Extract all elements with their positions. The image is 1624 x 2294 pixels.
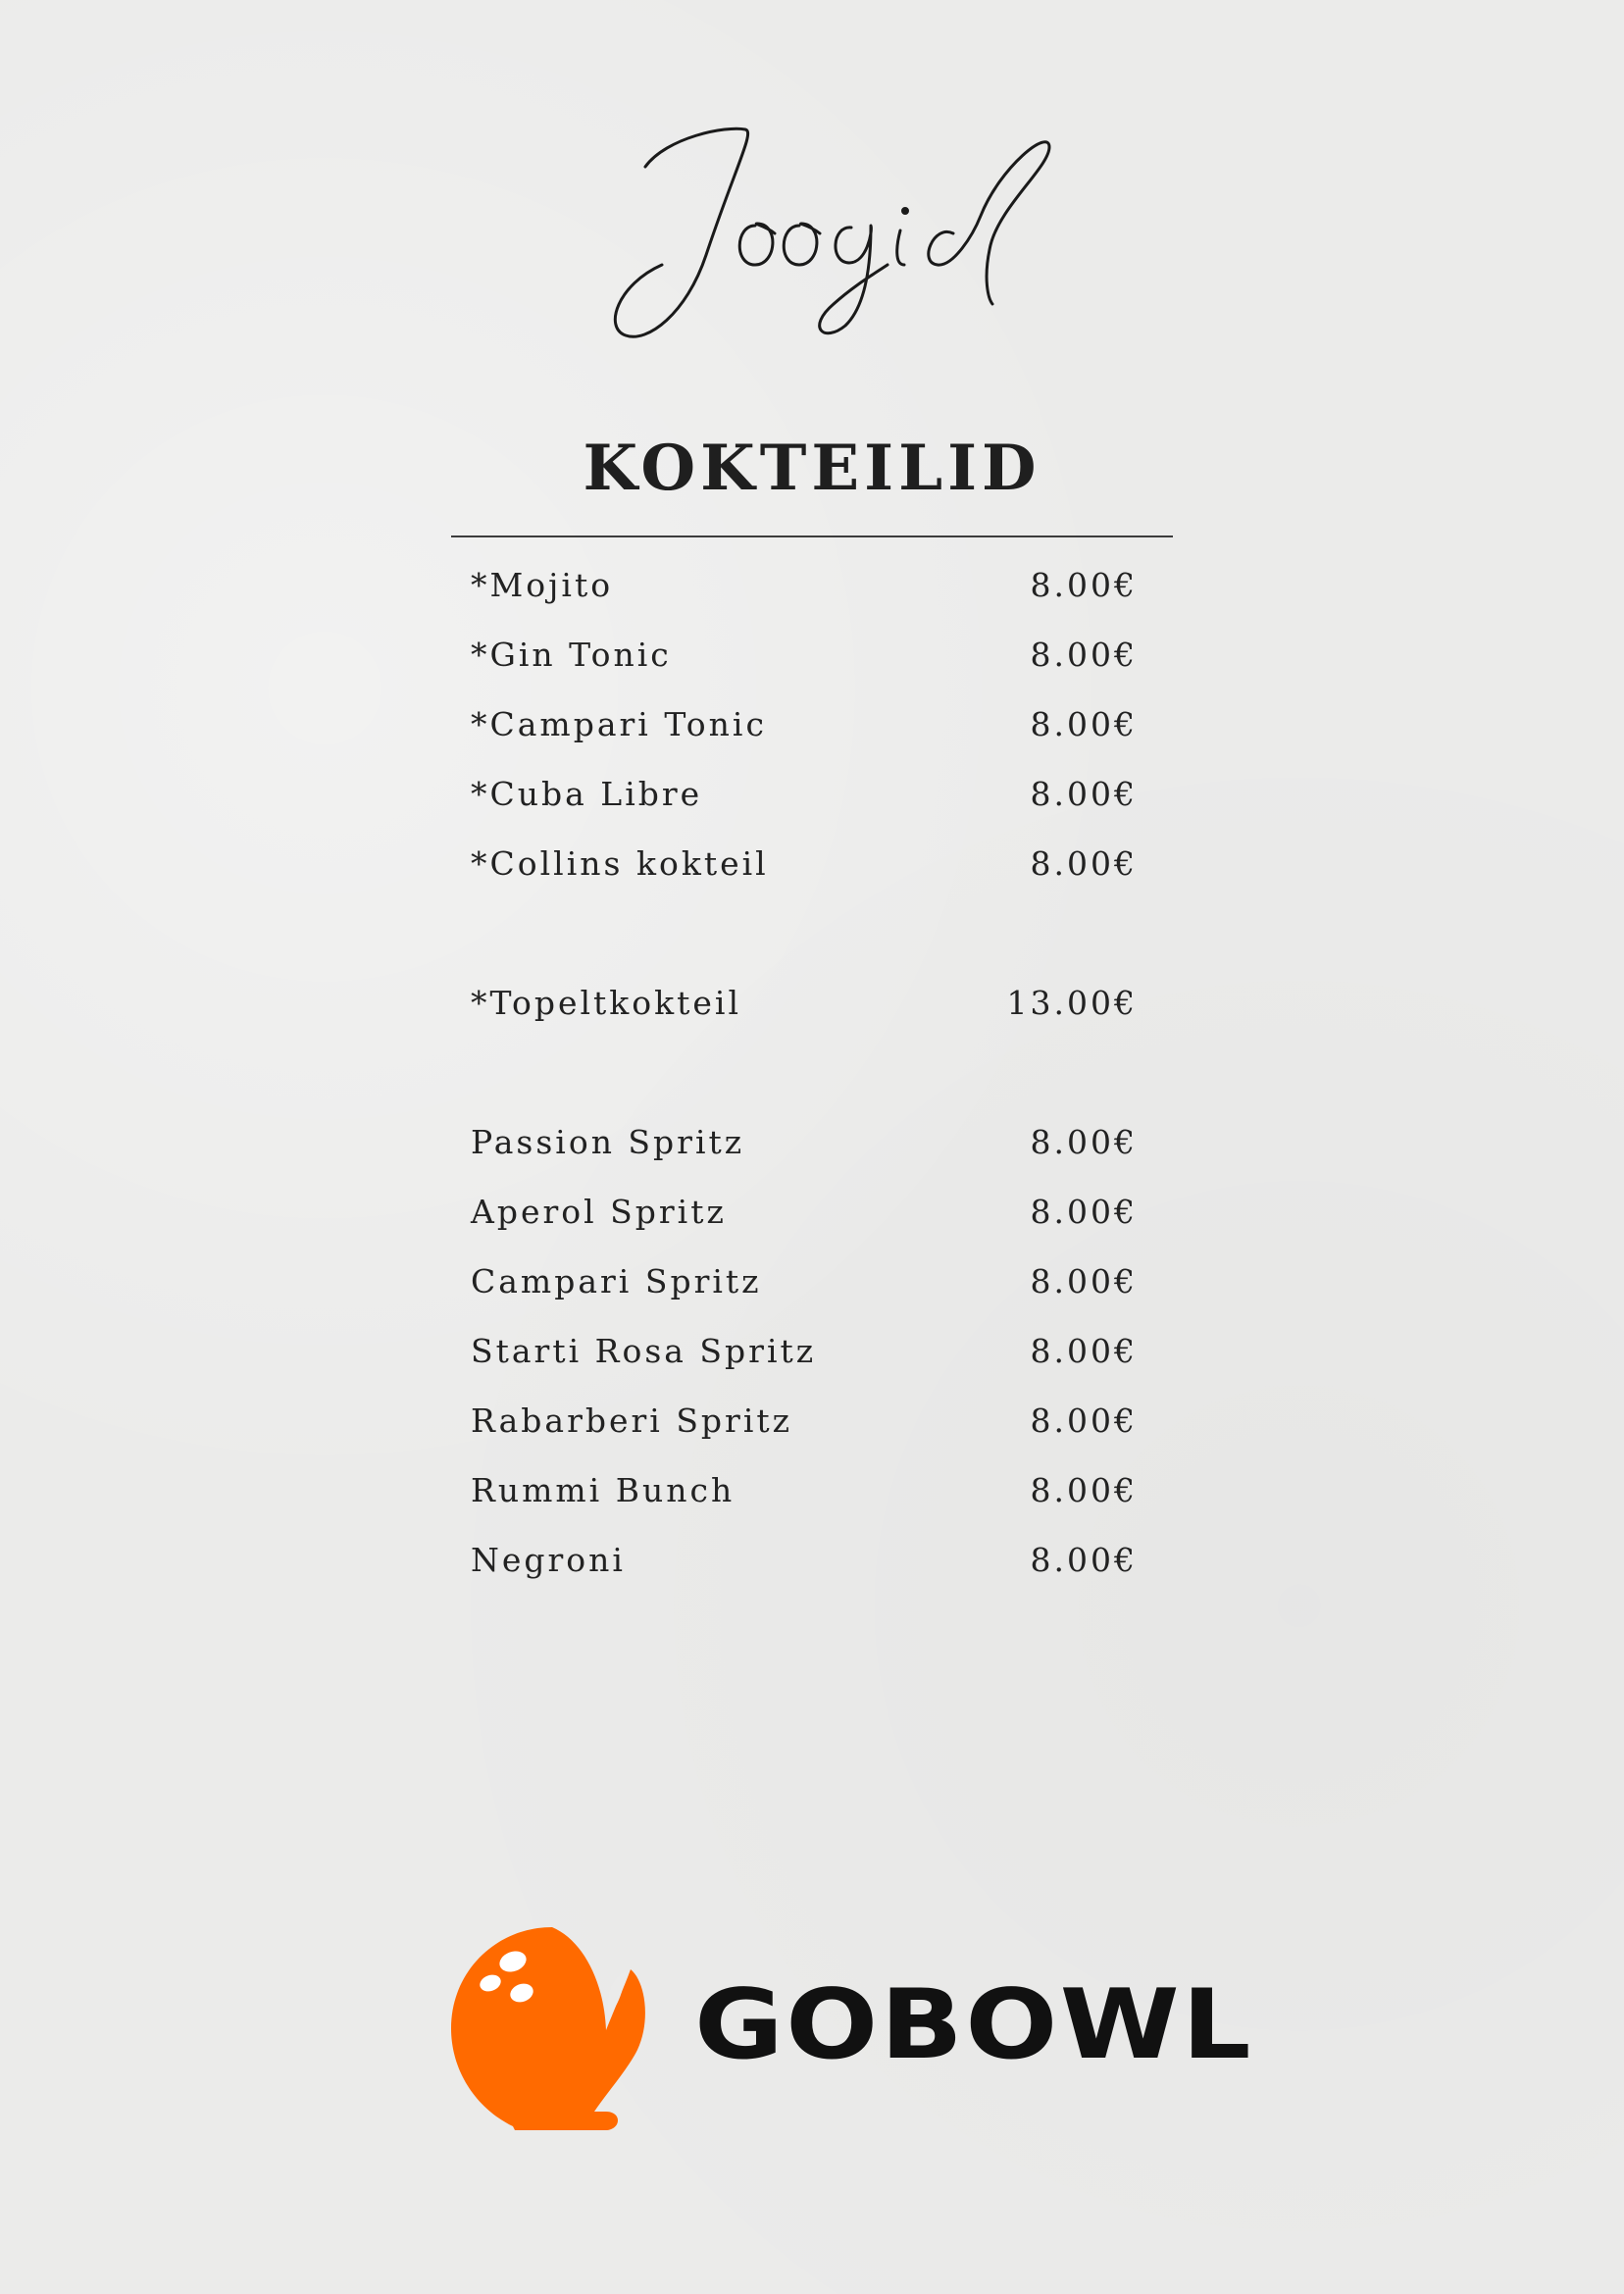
menu-item-price: 8.00€ (1030, 843, 1138, 883)
menu-item-name: *Collins kokteil (471, 843, 769, 883)
menu-item (471, 764, 1138, 823)
menu-item-name: Rummi Bunch (471, 1470, 736, 1509)
menu-item-price: 8.00€ (1030, 1540, 1138, 1579)
menu-item-price: 8.00€ (1030, 1122, 1138, 1161)
menu-item-price: 8.00€ (1030, 1470, 1138, 1509)
menu-item (471, 1391, 1138, 1450)
menu-item (471, 1321, 1138, 1380)
script-title-joogid (588, 108, 1098, 353)
menu-item (471, 1460, 1138, 1519)
menu-item (471, 1182, 1138, 1241)
menu-item-price: 13.00€ (1006, 983, 1138, 1022)
menu-item-name: *Gin Tonic (471, 635, 672, 674)
menu-item-price: 8.00€ (1030, 565, 1138, 604)
menu-item-name: *Cuba Libre (471, 774, 703, 813)
logo-wordmark: GOBOWL (694, 1969, 1253, 2081)
menu-item-name: *Campari Tonic (471, 704, 767, 743)
menu-item (471, 834, 1138, 892)
bowling-ball-icon (449, 1922, 655, 2138)
menu-item-name: Campari Spritz (471, 1261, 762, 1300)
menu-item (471, 1251, 1138, 1310)
menu-item-name: *Mojito (471, 565, 614, 604)
menu-item-name: Negroni (471, 1540, 626, 1579)
menu-item-name: Passion Spritz (471, 1122, 745, 1161)
menu-item-price: 8.00€ (1030, 1331, 1138, 1370)
gobowl-logo (449, 1922, 1253, 2138)
menu-item (471, 555, 1138, 614)
menu-item (471, 1112, 1138, 1171)
menu-item (471, 973, 1138, 1032)
menu-item-name: Starti Rosa Spritz (471, 1331, 817, 1370)
menu-item-price: 8.00€ (1030, 1401, 1138, 1440)
menu-item-name: Rabarberi Spritz (471, 1401, 793, 1440)
menu-item-price: 8.00€ (1030, 1192, 1138, 1231)
title-divider (451, 535, 1173, 537)
menu-item (471, 694, 1138, 753)
menu-item (471, 1530, 1138, 1589)
menu-item-name: Aperol Spritz (471, 1192, 727, 1231)
menu-item (471, 625, 1138, 684)
menu-item-price: 8.00€ (1030, 774, 1138, 813)
menu-item-name: *Topeltkokteil (471, 983, 742, 1022)
menu-item-price: 8.00€ (1030, 1261, 1138, 1300)
menu-item-price: 8.00€ (1030, 704, 1138, 743)
section-title: KOKTEILID (583, 432, 1041, 505)
menu-item-price: 8.00€ (1030, 635, 1138, 674)
